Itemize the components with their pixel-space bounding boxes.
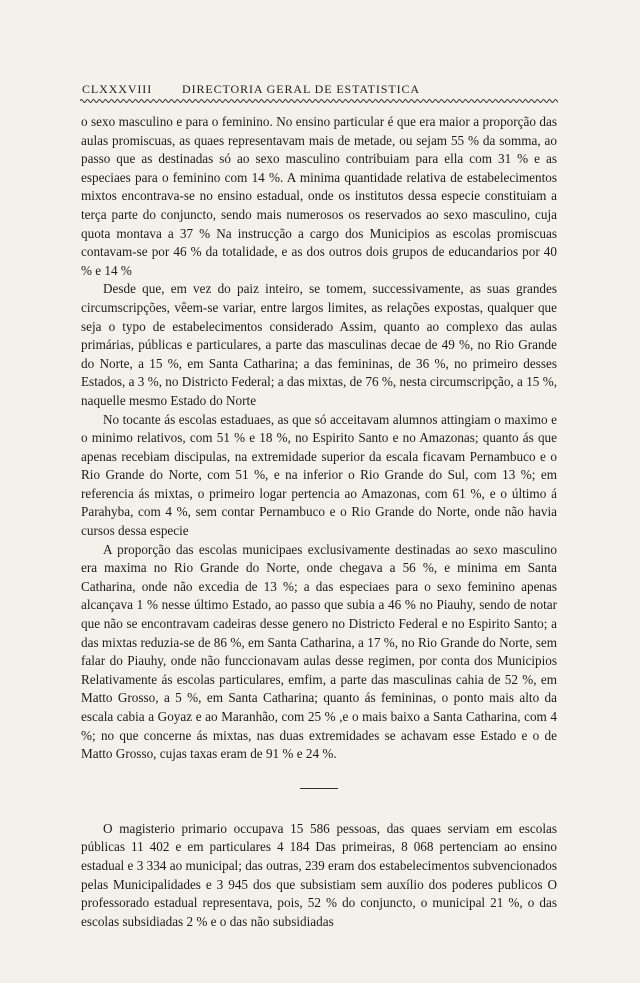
wavy-rule	[80, 97, 558, 105]
paragraph: O magisterio primario occupava 15 586 pessoas, das quaes serviam em escolas públicas 11 402 e em particulares 4 184 Das primeiras, 8 068 pertenciam ao ensino estadual e 3 334 ao municipal; das outras, 239 eram dos estabelecimentos subvencionados pelas Municipalidades e 3 945 dos que subsistiam sem auxílio dos poderes publicos O professorado estadual representava, pois, 52 % do conjuncto, o municipal 21 %, o das escolas subsidiadas 2 % e o das não subsidiadas	[81, 820, 557, 929]
body-text	[81, 113, 557, 931]
paragraph: A proporção das escolas municipaes exclusivamente destinadas ao sexo masculino era maxima no Rio Grande do Norte, onde chegava a 56 %, e minima em Santa Catharina, onde não excedia de 13 %; a das especiaes para o sexo feminino apenas alcançava 1 % nesse último Estado, ao passo que subia a 46 % no Piauhy, sendo de notar que não se encontravam cadeiras desse genero no Districto Federal e no Espirito Santo; a das mixtas reduzia-se de 86 %, em Santa Catharina, a 17 %, no Rio Grande do Norte, sem falar do Piauhy, onde não funccionavam aulas desse regimen, por conta dos Municipios Relativamente ás escolas particulares, emfim, a parte das masculinas cahia de 52 %, em Matto Grosso, a 5 %, em Santa Catharina; quanto ás femininas, o ponto mais alto da escala cabia a Goyaz e ao Maranhão, com 25 % ,e o mais baixo a Santa Catharina, com 4 %; no que concerne ás mixtas, nas duas extremidades se achavam esse Estado e o de Matto Grosso, cujas taxas eram de 91 % e 24 %.	[81, 541, 557, 762]
page-number: CLXXXVIII	[82, 82, 153, 96]
section-divider	[300, 788, 338, 789]
paragraph: o sexo masculino e para o feminino. No ensino particular é que era maior a proporção das aulas promiscuas, as quaes representavam mais de metade, ou sejam 55 % da somma, ao passo que as destinadas só ao sexo masculino contribuiam para ella com 31 % e as especiaes para o feminino com 14 %. A minima quantidade relativa de estabelecimentos mixtos encontrava-se no ensino estadual, onde os institutos dessa especie constituiam a terça parte do conjuncto, sendo mais numerosos os reservados ao sexo masculino, cuja quota montava a 37 % Na instrucção a cargo dos Municipios as escolas promiscuas contavam-se por 46 % da totalidade, e as dos outros dois grupos de educandarios por 40 % e 14 %	[81, 114, 557, 278]
paragraph: No tocante ás escolas estaduaes, as que só acceitavam alumnos attingiam o maximo e o minimo relativos, com 51 % e 18 %, no Espirito Santo e no Amazonas; quanto ás que apenas recebiam discipulas, na extremidade superior da escala ficavam Pernambuco e o Rio Grande do Norte, com 51 %, e na inferior o Rio Grande do Sul, com 13 %; em referencia ás mixtas, o primeiro logar pertencia ao Amazonas, com 61 %, e o último á Parahyba, com 4 %, sem contar Pernambuco e o Rio Grande do Norte, onde não havia cursos dessa especie	[81, 411, 557, 539]
running-title: DIRECTORIA GERAL DE ESTATISTICA	[182, 82, 420, 96]
running-header	[82, 82, 558, 97]
paragraph: Desde que, em vez do paiz inteiro, se tomem, successivamente, as suas grandes circumscripções, vêem-se variar, entre largos limites, as relações expostas, qualquer que seja o typo de estabelecimentos considerado Assim, quanto ao complexo das aulas primárias, públicas e particulares, a parte das masculinas decae de 49 %, no Rio Grande do Norte, a 15 %, em Santa Catharina; a das femininas, de 36 %, no primeiro desses Estados, a 3 %, no Districto Federal; a das mixtas, de 76 %, nesta circumscripção, a 15 %, naquelle mesmo Estado do Norte	[81, 281, 557, 408]
